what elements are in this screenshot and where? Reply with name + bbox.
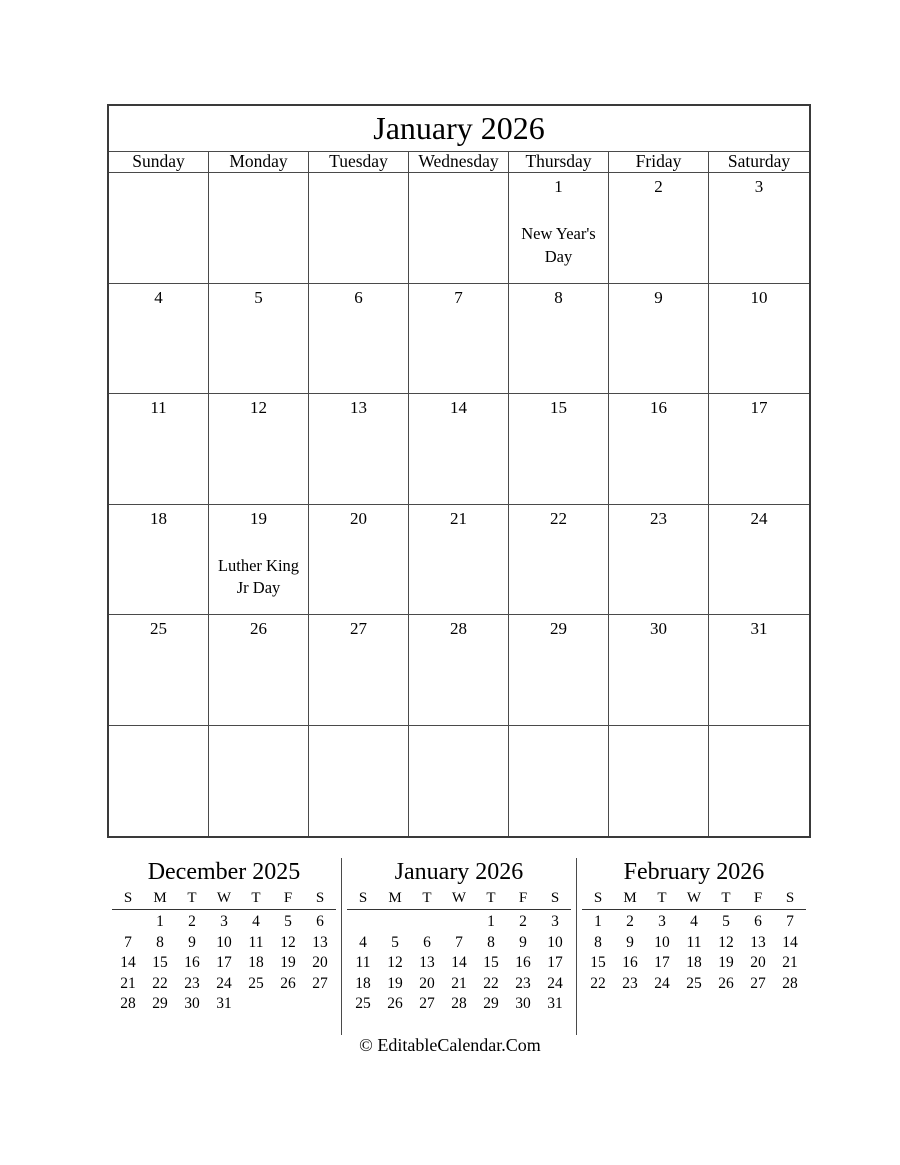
- day-cell[interactable]: [409, 173, 509, 284]
- day-number: 29: [550, 619, 567, 638]
- day-cell[interactable]: [209, 726, 309, 837]
- day-cell[interactable]: [309, 394, 409, 505]
- mini-day-number: 26: [280, 974, 296, 992]
- mini-weekday-initial: S: [123, 889, 133, 906]
- day-number: 22: [550, 508, 567, 528]
- mini-day-number: 21: [120, 974, 136, 992]
- day-number: 27: [350, 619, 367, 638]
- day-cell[interactable]: [709, 173, 809, 284]
- day-number: 21: [450, 508, 467, 528]
- mini-weekday-initial: T: [657, 889, 667, 906]
- main-calendar-title: January 2026: [109, 106, 809, 152]
- mini-day-number: 30: [515, 995, 531, 1013]
- mini-day-number: [240, 994, 272, 1015]
- mini-weekday-initial: S: [358, 889, 368, 906]
- mini-day-number: 28: [451, 995, 467, 1013]
- mini-day-number: 25: [355, 995, 371, 1013]
- mini-day-number: 12: [387, 954, 403, 972]
- mini-day-number: 17: [216, 954, 232, 972]
- day-number: 1: [554, 177, 563, 196]
- mini-calendar-title: December 2025: [147, 859, 301, 885]
- mini-weekday-initial: M: [153, 889, 167, 906]
- mini-calendar-title: February 2026: [623, 859, 765, 885]
- mini-weekday-initial: T: [422, 889, 432, 906]
- weekday-header: Wednesday: [409, 152, 509, 172]
- mini-day-number: 12: [718, 933, 734, 951]
- mini-day-number: [347, 912, 379, 933]
- mini-weekday-initial: S: [550, 889, 560, 906]
- mini-day-number: 29: [483, 995, 499, 1013]
- mini-day-number: 20: [750, 954, 766, 972]
- day-number: 14: [450, 398, 467, 417]
- day-cell[interactable]: [609, 394, 709, 505]
- mini-weekday-initial: T: [251, 889, 261, 906]
- day-cell[interactable]: [309, 284, 409, 395]
- day-number: 18: [150, 508, 167, 528]
- mini-day-number: 14: [451, 954, 467, 972]
- mini-day-number: 6: [423, 933, 431, 951]
- mini-day-number: 18: [355, 974, 371, 992]
- mini-day-number: 16: [515, 954, 531, 972]
- day-cell[interactable]: [109, 394, 209, 505]
- day-cell[interactable]: [109, 505, 209, 616]
- mini-day-number: [272, 994, 304, 1015]
- mini-day-number: 1: [487, 913, 495, 931]
- mini-calendar-grid: [582, 912, 806, 994]
- day-number: 20: [350, 508, 367, 528]
- mini-weekday-initial: M: [623, 889, 637, 906]
- day-cell[interactable]: [509, 726, 609, 837]
- mini-day-number: 15: [590, 954, 606, 972]
- mini-day-number: 13: [312, 933, 328, 951]
- day-number: 7: [454, 287, 463, 307]
- mini-day-number: 19: [718, 954, 734, 972]
- mini-day-number: 23: [184, 974, 200, 992]
- mini-weekday-initial: S: [315, 889, 325, 906]
- day-number: 2: [654, 177, 663, 196]
- day-number: 4: [154, 287, 163, 307]
- day-cell[interactable]: [109, 615, 209, 726]
- mini-day-number: 15: [152, 954, 168, 972]
- day-number: 26: [250, 619, 267, 638]
- mini-day-number: 18: [248, 954, 264, 972]
- mini-day-number: [304, 994, 336, 1015]
- mini-day-number: 23: [622, 974, 638, 992]
- mini-day-number: 3: [551, 913, 559, 931]
- day-number: 30: [650, 619, 667, 638]
- holiday-label: New Year's Day: [521, 224, 596, 266]
- mini-day-number: 2: [626, 913, 634, 931]
- mini-day-number: 22: [152, 974, 168, 992]
- mini-calendar-february-2026: [576, 858, 811, 1035]
- mini-day-number: 11: [355, 954, 371, 972]
- mini-weekday-initial: F: [753, 889, 763, 906]
- mini-day-number: 30: [184, 995, 200, 1013]
- mini-day-number: 16: [622, 954, 638, 972]
- mini-day-number: 21: [782, 954, 798, 972]
- mini-day-number: 18: [686, 954, 702, 972]
- day-number: 9: [654, 287, 663, 307]
- mini-day-number: 7: [786, 913, 794, 931]
- day-number: 3: [754, 177, 764, 196]
- mini-day-number: 27: [419, 995, 435, 1013]
- day-cell[interactable]: [509, 615, 609, 726]
- mini-day-number: 24: [547, 974, 563, 992]
- mini-calendar-grid: [347, 912, 571, 1015]
- mini-day-number: 2: [188, 913, 196, 931]
- day-cell[interactable]: [209, 394, 309, 505]
- mini-day-number: 21: [451, 974, 467, 992]
- day-cell[interactable]: [509, 173, 609, 284]
- mini-day-number: 8: [156, 933, 164, 951]
- day-cell[interactable]: [209, 505, 309, 616]
- day-cell[interactable]: [509, 394, 609, 505]
- day-cell[interactable]: [509, 284, 609, 395]
- mini-day-number: 4: [359, 933, 367, 951]
- day-cell[interactable]: [209, 173, 309, 284]
- mini-day-number: 2: [519, 913, 527, 931]
- day-number: 13: [350, 398, 367, 417]
- mini-weekday-initial: S: [593, 889, 603, 906]
- day-number: 16: [650, 398, 667, 417]
- mini-day-number: 9: [519, 933, 527, 951]
- day-cell[interactable]: [209, 615, 309, 726]
- mini-day-number: 17: [547, 954, 563, 972]
- mini-day-number: 26: [387, 995, 403, 1013]
- mini-day-number: [443, 912, 475, 933]
- day-cell[interactable]: [409, 615, 509, 726]
- day-cell[interactable]: [709, 726, 809, 837]
- mini-day-number: 10: [547, 933, 563, 951]
- day-cell[interactable]: [309, 726, 409, 837]
- mini-day-number: 16: [184, 954, 200, 972]
- mini-day-number: 13: [419, 954, 435, 972]
- day-cell[interactable]: [509, 505, 609, 616]
- day-cell[interactable]: [409, 284, 509, 395]
- mini-day-number: 5: [284, 913, 292, 931]
- day-number: 6: [354, 287, 363, 307]
- day-cell[interactable]: [609, 726, 709, 837]
- mini-day-number: 28: [120, 995, 136, 1013]
- day-number: 12: [250, 398, 267, 417]
- day-cell[interactable]: [109, 284, 209, 395]
- mini-day-number: 29: [152, 995, 168, 1013]
- mini-day-number: 25: [686, 974, 702, 992]
- day-number: 11: [150, 398, 167, 417]
- mini-day-number: [112, 912, 144, 933]
- mini-day-number: 14: [120, 954, 136, 972]
- mini-day-number: 10: [216, 933, 232, 951]
- mini-day-number: 7: [455, 933, 463, 951]
- weekday-header: Sunday: [109, 152, 209, 172]
- day-cell[interactable]: [409, 726, 509, 837]
- mini-weekday-initial: T: [187, 889, 197, 906]
- mini-day-number: 5: [722, 913, 730, 931]
- mini-day-number: 19: [387, 974, 403, 992]
- mini-day-number: 7: [124, 933, 132, 951]
- day-cell[interactable]: [309, 505, 409, 616]
- mini-day-number: 14: [782, 933, 798, 951]
- mini-day-number: 15: [483, 954, 499, 972]
- mini-day-number: 1: [156, 913, 164, 931]
- weekday-header: Monday: [209, 152, 309, 172]
- day-number: 17: [750, 398, 768, 417]
- day-cell[interactable]: [709, 505, 809, 616]
- day-cell[interactable]: [109, 173, 209, 284]
- day-number: 24: [750, 508, 768, 528]
- day-number: 8: [554, 287, 563, 307]
- mini-calendar-grid: [112, 912, 336, 1015]
- day-number: 15: [550, 398, 567, 417]
- mini-day-number: 27: [312, 974, 328, 992]
- day-cell[interactable]: [609, 505, 709, 616]
- main-calendar: [107, 104, 811, 838]
- main-calendar-grid: [109, 173, 809, 836]
- mini-day-number: 8: [487, 933, 495, 951]
- mini-day-number: 26: [718, 974, 734, 992]
- mini-day-number: 20: [312, 954, 328, 972]
- day-cell[interactable]: [109, 726, 209, 837]
- day-cell[interactable]: [709, 394, 809, 505]
- mini-calendars-row: [107, 858, 811, 1035]
- mini-day-number: 23: [515, 974, 531, 992]
- mini-day-number: 31: [216, 995, 232, 1013]
- day-cell[interactable]: [409, 394, 509, 505]
- mini-day-number: 6: [754, 913, 762, 931]
- mini-day-number: 27: [750, 974, 766, 992]
- mini-day-number: 13: [750, 933, 766, 951]
- mini-day-number: [379, 912, 411, 933]
- day-cell[interactable]: [309, 173, 409, 284]
- day-number: 19: [250, 508, 267, 528]
- mini-day-number: [411, 912, 443, 933]
- mini-weekday-initial: M: [388, 889, 402, 906]
- day-cell[interactable]: [709, 615, 809, 726]
- weekday-header-row: [109, 152, 809, 173]
- weekday-header: Friday: [609, 152, 709, 172]
- mini-day-number: 20: [419, 974, 435, 992]
- day-cell[interactable]: [609, 615, 709, 726]
- mini-weekday-initial: W: [451, 889, 467, 906]
- copyright-footer: © EditableCalendar.Com: [359, 1035, 541, 1055]
- mini-day-number: 22: [483, 974, 499, 992]
- day-cell[interactable]: [709, 284, 809, 395]
- day-cell[interactable]: [609, 284, 709, 395]
- day-number: 31: [750, 619, 768, 638]
- mini-day-number: 4: [690, 913, 698, 931]
- mini-weekday-header-row: [582, 890, 806, 911]
- mini-calendar-title: January 2026: [394, 859, 524, 885]
- mini-day-number: 4: [252, 913, 260, 931]
- mini-day-number: 19: [280, 954, 296, 972]
- mini-day-number: 31: [547, 995, 563, 1013]
- mini-weekday-initial: F: [518, 889, 528, 906]
- mini-day-number: 8: [594, 933, 602, 951]
- day-cell[interactable]: [209, 284, 309, 395]
- weekday-header: Thursday: [509, 152, 609, 172]
- mini-day-number: 24: [654, 974, 670, 992]
- mini-weekday-initial: W: [216, 889, 232, 906]
- mini-day-number: 1: [594, 913, 602, 931]
- mini-day-number: 10: [654, 933, 670, 951]
- mini-day-number: 12: [280, 933, 296, 951]
- mini-day-number: 11: [686, 933, 702, 951]
- mini-day-number: 24: [216, 974, 232, 992]
- mini-day-number: 5: [391, 933, 399, 951]
- mini-day-number: 22: [590, 974, 606, 992]
- holiday-label: Luther King Jr Day: [217, 555, 300, 598]
- day-cell[interactable]: [309, 615, 409, 726]
- mini-weekday-header-row: [347, 890, 571, 911]
- day-number: 25: [150, 619, 167, 638]
- day-cell[interactable]: [409, 505, 509, 616]
- mini-weekday-initial: W: [686, 889, 702, 906]
- mini-day-number: 28: [782, 974, 798, 992]
- mini-weekday-initial: S: [785, 889, 795, 906]
- mini-day-number: 25: [248, 974, 264, 992]
- weekday-header: Tuesday: [309, 152, 409, 172]
- weekday-header: Saturday: [727, 151, 791, 172]
- mini-day-number: 17: [654, 954, 670, 972]
- mini-calendar-january-2026: [341, 858, 576, 1035]
- mini-weekday-initial: T: [486, 889, 496, 906]
- day-number: 10: [750, 287, 768, 307]
- mini-day-number: 9: [188, 933, 196, 951]
- day-number: 23: [650, 508, 667, 528]
- mini-day-number: 3: [220, 913, 228, 931]
- mini-day-number: 6: [316, 913, 324, 931]
- mini-day-number: 11: [248, 933, 264, 951]
- day-number: 5: [254, 287, 263, 307]
- mini-calendar-december-2025: [107, 858, 341, 1035]
- mini-weekday-header-row: [112, 890, 336, 911]
- mini-day-number: 9: [626, 933, 634, 951]
- mini-weekday-initial: F: [283, 889, 293, 906]
- day-cell[interactable]: [609, 173, 709, 284]
- mini-day-number: 3: [658, 913, 666, 931]
- mini-weekday-initial: T: [721, 889, 731, 906]
- day-number: 28: [450, 619, 467, 638]
